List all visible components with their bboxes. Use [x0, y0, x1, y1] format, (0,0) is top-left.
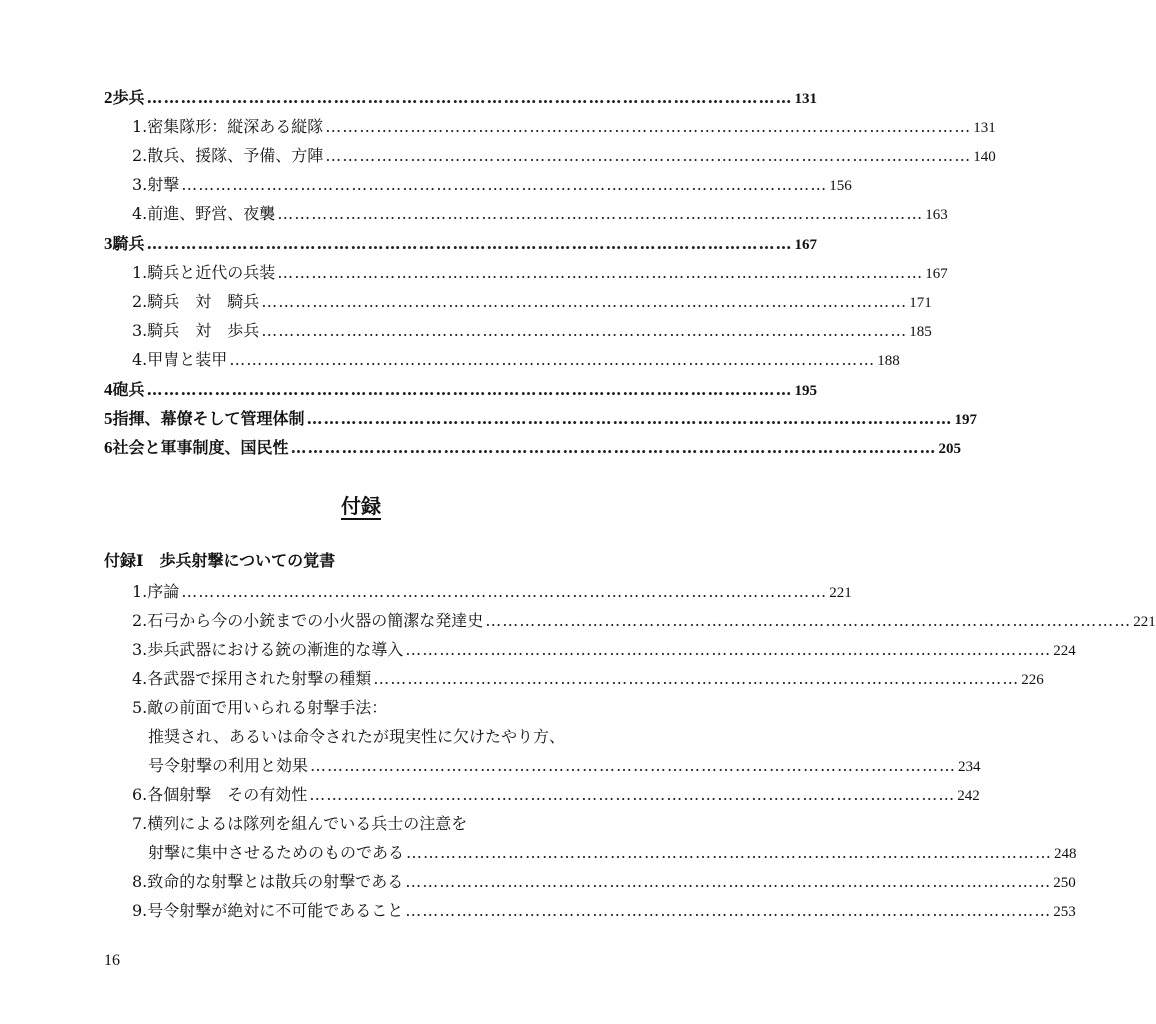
section-title: 前進、野営、夜襲 [147, 204, 276, 223]
section-number: 1. [132, 582, 148, 601]
section-title: 騎兵と近代の兵装 [147, 263, 276, 282]
dot-leader: …………………………………………………………………………………………………… [310, 756, 957, 775]
section-title-continued: 射撃に集中させるためのものである [148, 843, 405, 862]
page-number: 221 [1133, 614, 1156, 630]
dot-leader: …………………………………………………………………………………………………… [485, 611, 1132, 630]
section-number: 4. [132, 204, 148, 223]
section-title: 各個射撃 その有効性 [147, 785, 308, 804]
section-title: 序論 [147, 582, 180, 601]
toc-section-infantry-2 [132, 142, 996, 170]
section-title: 号令射撃が絶対に不可能であること [147, 901, 404, 920]
toc-chapter-3 [104, 230, 818, 258]
section-title: 敵の前面で用いられる射撃手法： [147, 698, 388, 717]
dot-leader: …………………………………………………………………………………………………… [261, 292, 908, 311]
section-title: 密集隊形：縦深ある縦隊 [147, 117, 324, 136]
page-number: 131 [794, 91, 818, 107]
dot-leader: …………………………………………………………………………………………………… [405, 872, 1052, 891]
section-number: 2. [132, 146, 148, 165]
chapter-number: 4 [104, 380, 113, 399]
page-number: 185 [909, 324, 932, 340]
section-number: 7. [132, 814, 148, 833]
page-number: 234 [958, 759, 981, 775]
page-number: 195 [794, 383, 818, 399]
page-number: 226 [1021, 672, 1044, 688]
page-number: 156 [829, 178, 852, 194]
section-number: 5. [132, 698, 148, 717]
section-number: 6. [132, 785, 148, 804]
dot-leader: …………………………………………………………………………………………………… [406, 843, 1053, 862]
dot-leader: …………………………………………………………………………………………………… [405, 901, 1052, 920]
dot-leader: …………………………………………………………………………………………………… [261, 321, 908, 340]
page-number: 205 [938, 441, 962, 457]
toc-appendix-item-4 [132, 665, 1044, 693]
section-number: 1. [132, 117, 148, 136]
folio-page-number: 16 [104, 952, 120, 969]
section-title: 甲冑と装甲 [147, 350, 228, 369]
page-number: 197 [954, 412, 978, 428]
toc-appendix-item-6 [132, 781, 980, 809]
dot-leader: …………………………………………………………………………………………………… [405, 640, 1052, 659]
dot-leader: …………………………………………………………………………………………………… [146, 234, 793, 253]
toc-section-cavalry-4 [132, 346, 900, 374]
section-title: 歩兵武器における銃の漸進的な導入 [147, 640, 404, 659]
dot-leader: …………………………………………………………………………………………………… [277, 204, 924, 223]
toc-section-cavalry-2 [132, 288, 932, 316]
chapter-number: 3 [104, 234, 113, 253]
chapter-number: 2 [104, 88, 113, 107]
section-title: 石弓から今の小銃までの小火器の簡潔な発達史 [147, 611, 484, 630]
section-number: 1. [132, 263, 148, 282]
dot-leader: …………………………………………………………………………………………………… [146, 380, 793, 399]
chapter-number: 5 [104, 409, 113, 428]
dot-leader: …………………………………………………………………………………………………… [277, 263, 924, 282]
section-number: 3. [132, 321, 148, 340]
page-number: 163 [925, 207, 948, 223]
dot-leader: …………………………………………………………………………………………………… [229, 350, 876, 369]
section-number: 2. [132, 611, 148, 630]
toc-appendix-item-5-line-1 [132, 694, 387, 722]
section-title: 騎兵 対 歩兵 [147, 321, 260, 340]
section-title: 各武器で採用された射撃の種類 [147, 669, 372, 688]
toc-appendix-item-3 [132, 636, 1076, 664]
dot-leader: …………………………………………………………………………………………………… [290, 438, 937, 457]
toc-appendix-item-2 [132, 607, 1156, 635]
page-number: 140 [973, 149, 996, 165]
toc-chapter-5 [104, 405, 978, 433]
toc-chapter-6 [104, 434, 962, 462]
page-number: 224 [1053, 643, 1076, 659]
dot-leader: …………………………………………………………………………………………………… [325, 146, 972, 165]
toc-appendix-item-5-line-3 [148, 752, 981, 780]
page-number: 221 [829, 585, 852, 601]
dot-leader: …………………………………………………………………………………………………… [146, 88, 793, 107]
toc-section-cavalry-1 [132, 259, 948, 287]
page-number: 248 [1054, 846, 1077, 862]
chapter-title: 指揮、幕僚そして管理体制 [112, 409, 305, 428]
dot-leader: …………………………………………………………………………………………………… [373, 669, 1020, 688]
appendix-heading-text: 付録 [341, 494, 381, 518]
dot-leader: …………………………………………………………………………………………………… [181, 175, 828, 194]
appendix-title: 付録Ⅰ 歩兵射撃についての覚書 [104, 551, 336, 570]
section-number: 8. [132, 872, 148, 891]
section-number: 3. [132, 175, 148, 194]
toc-appendix-item-1 [132, 578, 852, 606]
toc-section-cavalry-3 [132, 317, 932, 345]
section-number: 4. [132, 350, 148, 369]
page-number: 253 [1053, 904, 1076, 920]
section-number: 4. [132, 669, 148, 688]
section-number: 9. [132, 901, 148, 920]
chapter-title: 騎兵 [112, 234, 145, 253]
toc-appendix-item-5-line-2: 推奨され、あるいは命令されたが現実性に欠けたやり方、 [148, 727, 565, 746]
page-number: 167 [794, 237, 818, 253]
chapter-title: 砲兵 [112, 380, 145, 399]
toc-appendix-item-7-line-1 [132, 810, 467, 838]
toc-appendix-item-9 [132, 897, 1076, 925]
section-title: 散兵、援隊、予備、方陣 [147, 146, 324, 165]
section-title: 騎兵 対 騎兵 [147, 292, 260, 311]
appendix-heading [0, 490, 722, 519]
section-title: 横列によるは隊列を組んでいる兵士の注意を [147, 814, 468, 833]
page-number: 171 [909, 295, 932, 311]
dot-leader: …………………………………………………………………………………………………… [325, 117, 972, 136]
toc-section-infantry-1 [132, 113, 996, 141]
chapter-title: 社会と軍事制度、国民性 [112, 438, 289, 457]
dot-leader: …………………………………………………………………………………………………… [306, 409, 953, 428]
chapter-title: 歩兵 [112, 88, 145, 107]
page-number: 242 [957, 788, 980, 804]
dot-leader: …………………………………………………………………………………………………… [181, 582, 828, 601]
toc-section-infantry-4 [132, 200, 948, 228]
page-number: 167 [925, 266, 948, 282]
toc-section-infantry-3 [132, 171, 852, 199]
page-number: 188 [877, 353, 900, 369]
page-number: 250 [1053, 875, 1076, 891]
dot-leader: …………………………………………………………………………………………………… [309, 785, 956, 804]
section-title: 射撃 [147, 175, 180, 194]
toc-appendix-item-7-line-2 [148, 839, 1077, 867]
toc-appendix-item-8 [132, 868, 1076, 896]
chapter-number: 6 [104, 438, 113, 457]
section-title: 致命的な射撃とは散兵の射撃である [147, 872, 404, 891]
section-number: 3. [132, 640, 148, 659]
section-title-continued: 号令射撃の利用と効果 [148, 756, 309, 775]
section-number: 2. [132, 292, 148, 311]
page-number: 131 [973, 120, 996, 136]
toc-chapter-4 [104, 376, 818, 404]
toc-chapter-2 [104, 84, 818, 112]
